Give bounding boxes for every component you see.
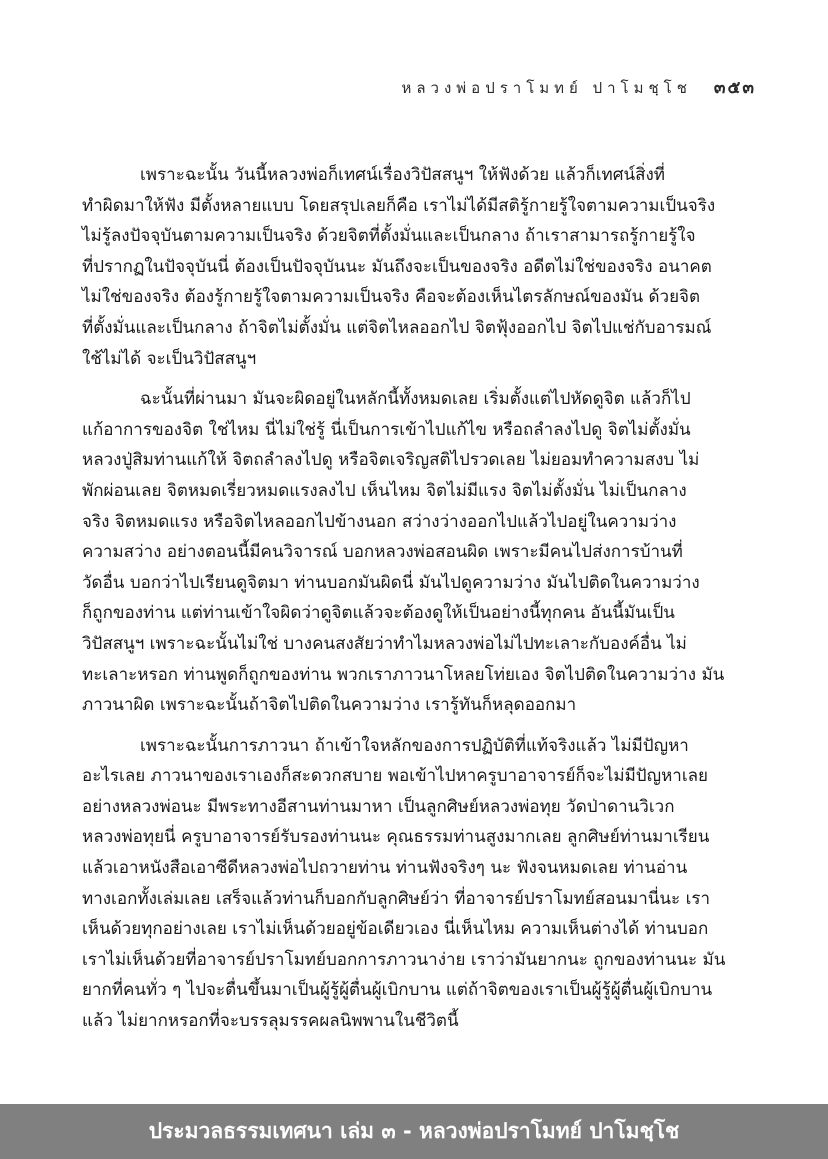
text-line: อะไรเลย ภาวนาของเราเองก็สะดวกสบาย พอเข้าไปหาครูบาอาจารย์ก็จะไม่มีปัญหาเลย: [82, 766, 709, 787]
text-line: เราไม่เห็นด้วยที่อาจารย์ปราโมทย์บอกการภาวนาง่าย เราว่ามันยากนะ ถูกของท่านนะ มัน: [82, 949, 726, 970]
text-line: แล้ว ไม่ยากหรอกที่จะบรรลุมรรคผลนิพพานในชีวิตนี้: [82, 1011, 459, 1032]
paragraph: [82, 731, 752, 1037]
text-line: เห็นด้วยทุกอย่างเลย เราไม่เห็นด้วยอยู่ข้อเดียวเอง นี่เห็นไหม ความเห็นต่างได้ ท่านบอก: [82, 919, 709, 940]
page-number: ๓๕๓: [713, 78, 756, 98]
text-line: จริง จิตหมดแรง หรือจิตไหลออกไปข้างนอก สว่างว่างออกไปแล้วไปอยู่ในความว่าง: [82, 511, 677, 532]
text-line: ที่ปรากฏในปัจจุบันนี่ ต้องเป็นปัจจุบันนะ มันถึงจะเป็นของจริง อดีตไม่ใช่ของจริง อนาคต: [82, 256, 712, 277]
text-line: แล้วเอาหนังสือเอาซีดีหลวงพ่อไปถวายท่าน ท่านฟังจริงๆ นะ ฟังจนหมดเลย ท่านอ่าน: [82, 858, 688, 879]
footer-bar: [0, 1104, 828, 1159]
running-title: หลวงพ่อปราโมทย์ ปาโมชฺโช: [401, 79, 692, 97]
text-line: วัดอื่น บอกว่าไปเรียนดูจิตมา ท่านบอกมันผิดนี่ มันไปดูความว่าง มันไปติดในความว่าง: [82, 572, 700, 593]
paragraph: [82, 384, 752, 721]
text-line: พักผ่อนเลย จิตหมดเรี่ยวหมดแรงลงไป เห็นไหม จิตไม่มีแรง จิตไม่ตั้งมั่น ไม่เป็นกลาง: [82, 480, 687, 501]
text-line: ไม่รู้ลงปัจจุบันตามความเป็นจริง ด้วยจิตที่ตั้งมั่นและเป็นกลาง ถ้าเราสามารถรู้กายรู้ใจ: [82, 226, 696, 247]
text-line: วิปัสสนูฯ เพราะฉะนั้นไม่ใช่ บางคนสงสัยว่าทำไมหลวงพ่อไม่ไปทะเลาะกับองค์อื่น ไม่: [82, 633, 687, 654]
text-line: ความสว่าง อย่างตอนนี้มีคนวิจารณ์ บอกหลวงพ่อสอนผิด เพราะมีคนไปส่งการบ้านที่: [82, 542, 683, 563]
text-line: ก็ถูกของท่าน แต่ท่านเข้าใจผิดว่าดูจิตแล้วจะต้องดูให้เป็นอย่างนี้ทุกคน อันนี้มันเป็น: [82, 603, 675, 624]
running-header: [401, 74, 756, 101]
text-line: ที่ตั้งมั่นและเป็นกลาง ถ้าจิตไม่ตั้งมั่น แต่จิตไหลออกไป จิตฟุ้งออกไป จิตไปแช่กับอารมณ์: [82, 317, 712, 338]
footer-book-title: ประมวลธรรมเทศนา เล่ม ๓ - หลวงพ่อปราโมทย์ ปาโมชฺโช: [148, 1119, 680, 1143]
text-line: อย่างหลวงพ่อนะ มีพระทางอีสานท่านมาหา เป็นลูกศิษย์หลวงพ่อทุย วัดป่าดานวิเวก: [82, 796, 675, 817]
text-line: เพราะฉะนั้นการภาวนา ถ้าเข้าใจหลักของการปฏิบัติที่แท้จริงแล้ว ไม่มีปัญหา: [140, 735, 689, 756]
text-line: ฉะนั้นที่ผ่านมา มันจะผิดอยู่ในหลักนี้ทั้งหมดเลย เริ่มตั้งแต่ไปหัดดูจิต แล้วก็ไป: [140, 389, 691, 410]
text-line: ภาวนาผิด เพราะฉะนั้นถ้าจิตไปติดในความว่าง เรารู้ทันก็หลุดออกมา: [82, 695, 577, 716]
text-line: แก้อาการของจิต ใช่ไหม นี่ไม่ใช่รู้ นี่เป็นการเข้าไปแก้ไข หรือถลำลงไปดู จิตไม่ตั้งมั่น: [82, 419, 691, 440]
text-line: ยากที่คนทั่ว ๆ ไปจะตื่นขึ้นมาเป็นผู้รู้ผู้ตื่นผู้เบิกบาน แต่ถ้าจิตของเราเป็นผู้รู้ผู้ตื่นผู้เบิกบาน: [82, 980, 713, 1001]
body-text: [82, 160, 752, 1047]
text-line: ทางเอกทั้งเล่มเลย เสร็จแล้วท่านก็บอกกับลูกศิษย์ว่า ที่อาจารย์ปราโมทย์สอนมานี่นะ เรา: [82, 888, 711, 909]
text-line: ไม่ใช่ของจริง ต้องรู้กายรู้ใจตามความเป็นจริง คือจะต้องเห็นไตรลักษณ์ของมัน ด้วยจิต: [82, 287, 701, 308]
text-line: ทะเลาะหรอก ท่านพูดก็ถูกของท่าน พวกเราภาวนาโหลยโท่ยเอง จิตไปติดในความว่าง มัน: [82, 664, 725, 685]
text-line: เพราะฉะนั้น วันนี้หลวงพ่อก็เทศน์เรื่องวิปัสสนูฯ ให้ฟังด้วย แล้วก็เทศน์สิ่งที่: [140, 165, 666, 185]
paragraph: [82, 160, 752, 374]
text-line: หลวงพ่อทุยนี่ ครูบาอาจารย์รับรองท่านนะ คุณธรรมท่านสูงมากเลย ลูกศิษย์ท่านมาเรียน: [82, 827, 710, 848]
text-line: ทำผิดมาให้ฟัง มีตั้งหลายแบบ โดยสรุปเลยก็คือ เราไม่ได้มีสติรู้กายรู้ใจตามความเป็นจริง: [82, 195, 716, 216]
text-line: หลวงปู่สิมท่านแก้ให้ จิตถลำลงไปดู หรือจิตเจริญสติไปรวดเลย ไม่ยอมทำความสงบ ไม่: [82, 450, 700, 471]
text-line: ใช้ไม่ได้ จะเป็นวิปัสสนูฯ: [82, 348, 257, 369]
